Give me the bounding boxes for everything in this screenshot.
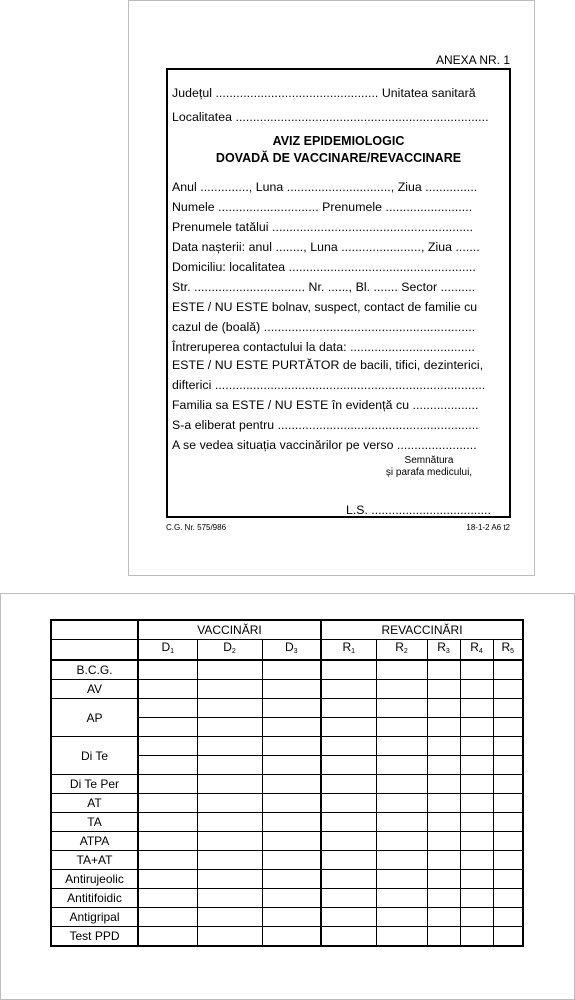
row-label: Di Te Per <box>51 775 138 794</box>
row-label: TA <box>51 813 138 832</box>
row-label: B.C.G. <box>51 660 138 680</box>
corner-cell <box>51 620 138 640</box>
verso-line: A se vedea situația vaccinărilor pe verso ....................... <box>172 438 477 452</box>
locality-line: Localitatea ......................................................................... <box>172 110 489 124</box>
street-line: Str. ................................ Nr. ......, Bl. ....... Sector .......... <box>172 280 476 294</box>
row-label: Antitifoidic <box>51 889 138 908</box>
form-subtitle: DOVADĂ DE VACCINARE/REVACCINARE <box>215 151 462 165</box>
row-label: Antirujeolic <box>51 870 138 889</box>
annex-label: ANEXA NR. 1 <box>435 53 510 67</box>
row-label: AT <box>51 794 138 813</box>
vaccination-table <box>50 619 524 947</box>
table-row <box>51 775 523 794</box>
dose-r1: $R_1$ <box>321 640 376 661</box>
back-page <box>0 593 575 1000</box>
table-row <box>51 680 523 699</box>
table-row <box>51 851 523 870</box>
contact-stop-line: Întreruperea contactului la data: .................................... <box>172 340 475 354</box>
row-label: ATPA <box>51 832 138 851</box>
residence-line: Domiciliu: localitatea ...................................................... <box>172 260 476 274</box>
row-label: TA+AT <box>51 851 138 870</box>
status-line: ESTE / NU ESTE bolnav, suspect, contact de familie cu <box>172 300 478 314</box>
father-name-line: Prenumele tatălui .......................................................... <box>172 220 474 234</box>
diphtheria-line: difterici .............................................................................. <box>172 378 486 392</box>
footer-form-number: C.G. Nr. 575/986 <box>166 523 227 532</box>
row-label: Test PPD <box>51 927 138 947</box>
dose-header-blank <box>51 640 138 661</box>
table-row <box>51 737 523 756</box>
stamp-label: și parafa medicului, <box>385 467 473 478</box>
disease-line: cazul de (boală) ............................................................. <box>172 320 476 334</box>
signature-label: Semnătura <box>404 455 454 466</box>
revaccinations-header: REVACCINĂRI <box>321 620 523 640</box>
dose-d1: $D_1$ <box>138 640 197 661</box>
dose-r4: $R_4$ <box>460 640 493 661</box>
row-label: AP <box>51 699 138 737</box>
table-row <box>51 660 523 680</box>
birth-date-line: Data nașterii: anul ........, Luna ......................., Ziua ....... <box>172 240 480 254</box>
county-unit-line: Județul ............................................... Unitatea sanitară <box>172 86 476 100</box>
dose-r5: $R_5$ <box>493 640 523 661</box>
row-label: AV <box>51 680 138 699</box>
certificate-form <box>166 68 511 518</box>
row-label: Antigripal <box>51 908 138 927</box>
name-line: Numele ............................. Prenumele ......................... <box>172 200 473 214</box>
seal-line: L.S. ................................... <box>346 503 491 517</box>
dose-r3: $R_3$ <box>427 640 460 661</box>
vaccinations-header: VACCINĂRI <box>138 620 321 640</box>
table-row <box>51 870 523 889</box>
dose-d3: $D_3$ <box>262 640 321 661</box>
carrier-line: ESTE / NU ESTE PURTĂTOR de bacili, tifici, dezinterici, <box>172 358 484 372</box>
issued-for-line: S-a eliberat pentru .......................................................... <box>172 418 479 432</box>
table-row <box>51 794 523 813</box>
table-row <box>51 927 523 947</box>
dose-d2: $D_2$ <box>197 640 262 661</box>
front-page <box>128 0 535 576</box>
form-title: AVIZ EPIDEMIOLOGIC <box>272 134 405 148</box>
family-line: Familia sa ESTE / NU ESTE în evidență cu ................... <box>172 398 479 412</box>
row-label: Di Te <box>51 737 138 775</box>
table-row <box>51 832 523 851</box>
table-row <box>51 908 523 927</box>
date-line: Anul .............., Luna .............................., Ziua ............... <box>172 180 478 194</box>
dose-r2: $R_2$ <box>376 640 427 661</box>
table-row <box>51 699 523 718</box>
footer-print-code: 18-1-2 A6 t2 <box>466 523 510 532</box>
table-row <box>51 813 523 832</box>
table-row <box>51 889 523 908</box>
